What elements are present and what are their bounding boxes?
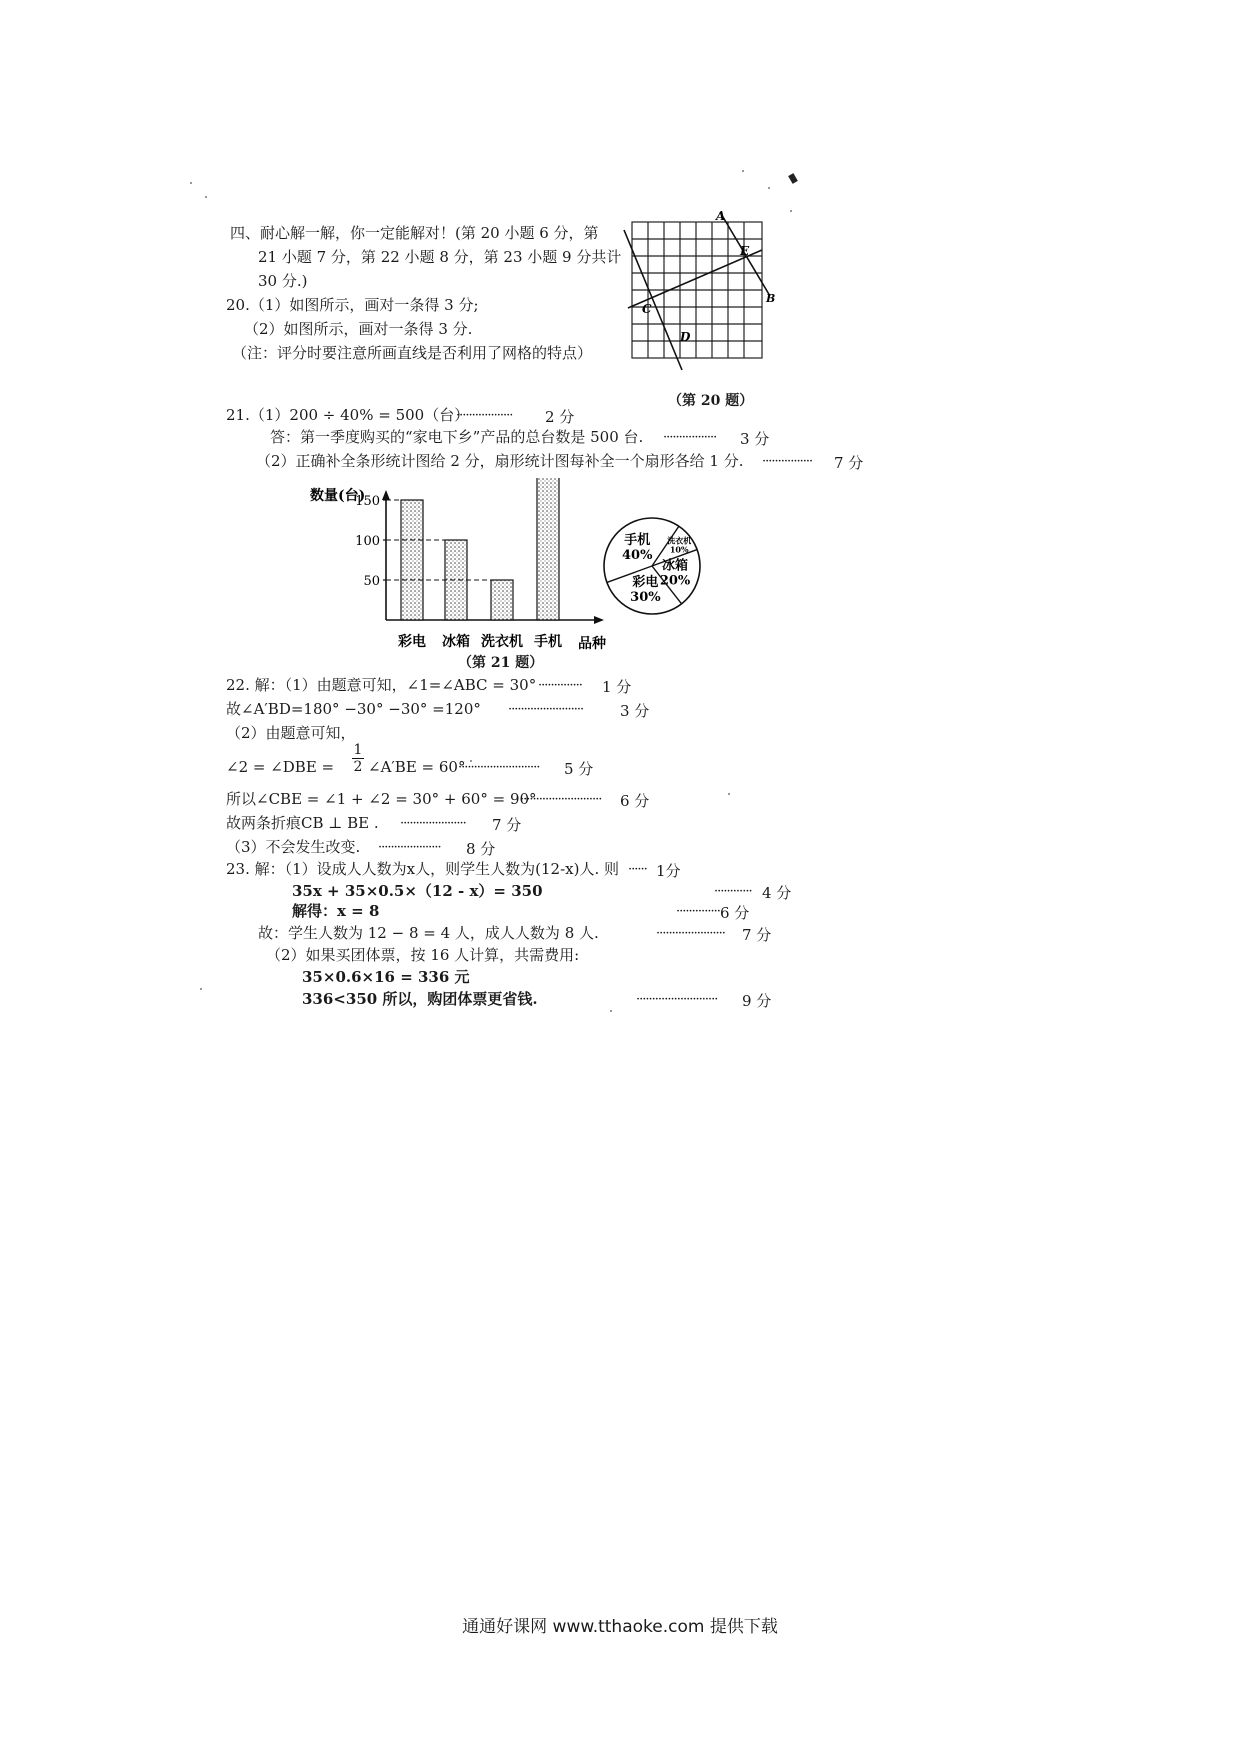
fraction-denominator: 2: [353, 759, 363, 775]
category-label: 冰箱: [442, 634, 470, 650]
dot-leader: ··············: [538, 678, 582, 693]
footer-text: 通通好课网 www.tthaoke.com 提供下载: [462, 1617, 778, 1637]
category-label: 洗衣机: [481, 634, 523, 650]
q22-line7-score: 8 分: [466, 840, 496, 858]
dot-leader: ················: [762, 454, 813, 469]
bar-手机: [537, 478, 559, 620]
line-CD: [624, 230, 682, 370]
dot-leader: ··························: [458, 760, 540, 775]
bar-彩电: [401, 500, 423, 620]
q21-line1: 21.（1）200 ÷ 40% = 500（台）: [226, 406, 470, 424]
pie-slice-name: 洗衣机: [667, 535, 692, 546]
q23-line2-score: 4 分: [762, 884, 792, 902]
point-label-B: B: [766, 292, 776, 305]
q23-line2: 35x + 35×0.5×（12 - x）= 350: [292, 882, 543, 900]
q22-line1: 22. 解：（1）由题意可知，∠1=∠ABC = 30°: [226, 676, 537, 694]
q21-line3: （2）正确补全条形统计图给 2 分，扇形统计图每补全一个扇形各给 1 分.: [256, 452, 744, 470]
dot-leader: ··············: [676, 904, 720, 919]
pie-slice-name: 彩电: [632, 575, 659, 591]
pie-slice-name: 冰箱: [662, 558, 689, 574]
pie-chart: [592, 512, 732, 622]
q20-line2: （2）如图所示，画对一条得 3 分.: [244, 320, 473, 338]
q21-line2: 答：第一季度购买的“家电下乡”产品的总台数是 500 台.: [270, 428, 644, 446]
point-label-D: D: [680, 330, 691, 344]
q21-line1-score: 2 分: [545, 408, 575, 426]
dot-leader: ··························: [636, 992, 718, 1007]
y-tick-label: 150: [355, 494, 380, 509]
q23-line3: 解得：x = 8: [292, 902, 380, 920]
pie-slice-name: 手机: [624, 533, 651, 549]
dot-leader: ······: [628, 862, 647, 877]
q22-line6-score: 7 分: [492, 816, 522, 834]
dot-leader: ·················: [663, 430, 717, 445]
pie-slice-percent: 40%: [621, 548, 653, 564]
q23-line3-score: 6 分: [720, 904, 750, 922]
bar-chart: [310, 478, 620, 658]
q22-line6: 故两条折痕CB ⊥ BE .: [226, 814, 379, 832]
category-label: 手机: [534, 634, 562, 650]
category-label: 彩电: [398, 634, 426, 650]
q22-line2: 故∠A′BD=180° −30° −30° =120°: [226, 700, 481, 718]
q20-line1: 20.（1）如图所示，画对一条得 3 分;: [226, 296, 479, 314]
point-label-C: C: [642, 302, 652, 316]
q20-grid-figure: [620, 210, 780, 380]
q21-line2-score: 3 分: [740, 430, 770, 448]
y-axis-label: 数量(台): [310, 488, 366, 504]
q22-line3: （2）由题意可知，: [226, 724, 356, 742]
q23-line1: 23. 解：（1）设成人人数为x人，则学生人数为(12-x)人. 则: [226, 860, 619, 878]
grid-lines: [632, 222, 762, 358]
scan-mark: [788, 173, 798, 184]
q20-figure-caption: （第 20 题）: [668, 393, 754, 409]
q22-line4-score: 5 分: [564, 760, 594, 778]
section-header-line1: 四、耐心解一解，你一定能解对！(第 20 小题 6 分，第: [230, 224, 599, 242]
q23-line4-score: 7 分: [742, 926, 772, 944]
q21-figure-caption: （第 21 题）: [458, 655, 544, 671]
section-header-line2: 21 小题 7 分，第 22 小题 8 分，第 23 小题 9 分共计: [258, 248, 622, 266]
q20-note: （注：评分时要注意所画直线是否利用了网格的特点）: [232, 344, 593, 362]
pie-slice-percent: 20%: [659, 573, 691, 589]
dot-leader: ························: [508, 702, 584, 717]
q23-line6: 35×0.6×16 = 336 元: [302, 968, 470, 986]
x-axis-label: 品种: [578, 636, 606, 652]
q22-line4-pre: ∠2 = ∠DBE =: [226, 758, 335, 776]
q23-line1-score: 1分: [656, 862, 681, 880]
dot-leader: ············: [714, 884, 752, 899]
drawn-lines: [624, 212, 770, 370]
q22-line7: （3）不会发生改变.: [226, 838, 361, 856]
q23-line5: （2）如果买团体票，按 16 人计算，共需费用:: [266, 946, 580, 964]
dot-leader: ····················: [378, 840, 441, 855]
pie-slice-percent: 30%: [630, 590, 661, 606]
y-tick-label: 50: [363, 574, 380, 589]
q23-line7: 336<350 所以，购团体票更省钱.: [302, 990, 538, 1008]
y-tick-label: 100: [355, 534, 380, 549]
q22-line5: 所以∠CBE = ∠1 + ∠2 = 30° + 60° = 90°: [226, 790, 537, 808]
q23-line4: 故：学生人数为 12 − 8 = 4 人，成人人数为 8 人.: [258, 924, 599, 942]
fraction-numerator: 1: [353, 742, 363, 758]
dot-leader: ··················: [456, 408, 513, 423]
q22-line5-score: 6 分: [620, 792, 650, 810]
section-header-line3: 30 分.): [258, 272, 308, 290]
dot-leader: ··························: [520, 792, 602, 807]
q22-line2-score: 3 分: [620, 702, 650, 720]
y-axis-arrow: [382, 490, 390, 500]
pie-slice-percent: 10%: [669, 544, 689, 555]
point-label-E: E: [740, 244, 750, 258]
q22-line1-score: 1 分: [602, 678, 632, 696]
dot-leader: ······················: [656, 926, 725, 941]
point-label-A: A: [716, 210, 726, 223]
fraction: [352, 742, 364, 775]
q22-line4-post: ∠A′BE = 60°: [368, 758, 466, 776]
q23-line7-score: 9 分: [742, 992, 772, 1010]
dot-leader: ·····················: [400, 816, 466, 831]
q21-line3-score: 7 分: [834, 454, 864, 472]
bar-冰箱: [445, 540, 467, 620]
bar-洗衣机: [491, 580, 513, 620]
